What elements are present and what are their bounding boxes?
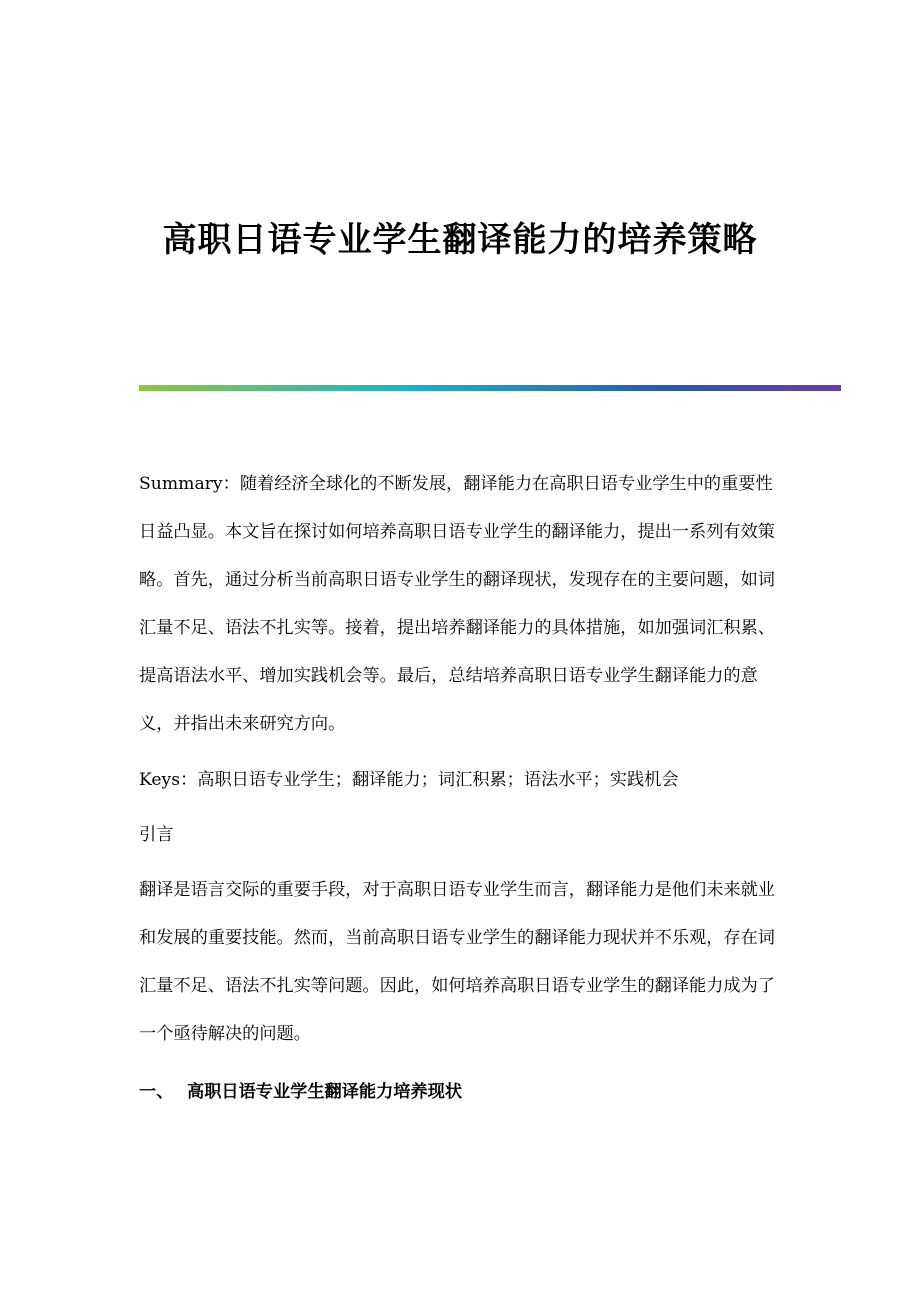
summary-paragraph (139, 460, 784, 748)
intro-heading: 引言 (139, 825, 174, 845)
document-title: 高职日语专业学生翻译能力的培养策略 (162, 220, 758, 260)
keys-label: Keys： (139, 770, 198, 790)
keywords-paragraph (139, 756, 784, 804)
section-heading-1 (139, 1068, 462, 1116)
keys-text: 高职日语专业学生；翻译能力；词汇积累；语法水平；实践机会 (197, 770, 679, 790)
intro-paragraph: 翻译是语言交际的重要手段，对于高职日语专业学生而言，翻译能力是他们未来就业和发展的重要技能。然而，当前高职日语专业学生的翻译能力现状并不乐观，存在词汇量不足、语法不扎实等问题。因此，如何培养高职日语专业学生的翻译能力成为了一个亟待解决的问题。 (139, 880, 775, 1044)
divider-bar (139, 385, 841, 391)
title-divider (139, 385, 841, 391)
section-number: 一、 (139, 1082, 174, 1102)
section-title: 高职日语专业学生翻译能力培养现状 (187, 1082, 463, 1102)
summary-text: 随着经济全球化的不断发展，翻译能力在高职日语专业学生中的重要性日益凸显。本文旨在探讨如何培养高职日语专业学生的翻译能力，提出一系列有效策略。首先，通过分析当前高职日语专业学生的翻译现状，发现存在的主要问题，如词汇量不足、语法不扎实等。接着，提出培养翻译能力的具体措施，如加强词汇积累、提高语法水平、增加实践机会等。最后，总结培养高职日语专业学生翻译能力的意义，并指出未来研究方向。 (139, 474, 775, 734)
summary-label: Summary： (139, 474, 240, 494)
